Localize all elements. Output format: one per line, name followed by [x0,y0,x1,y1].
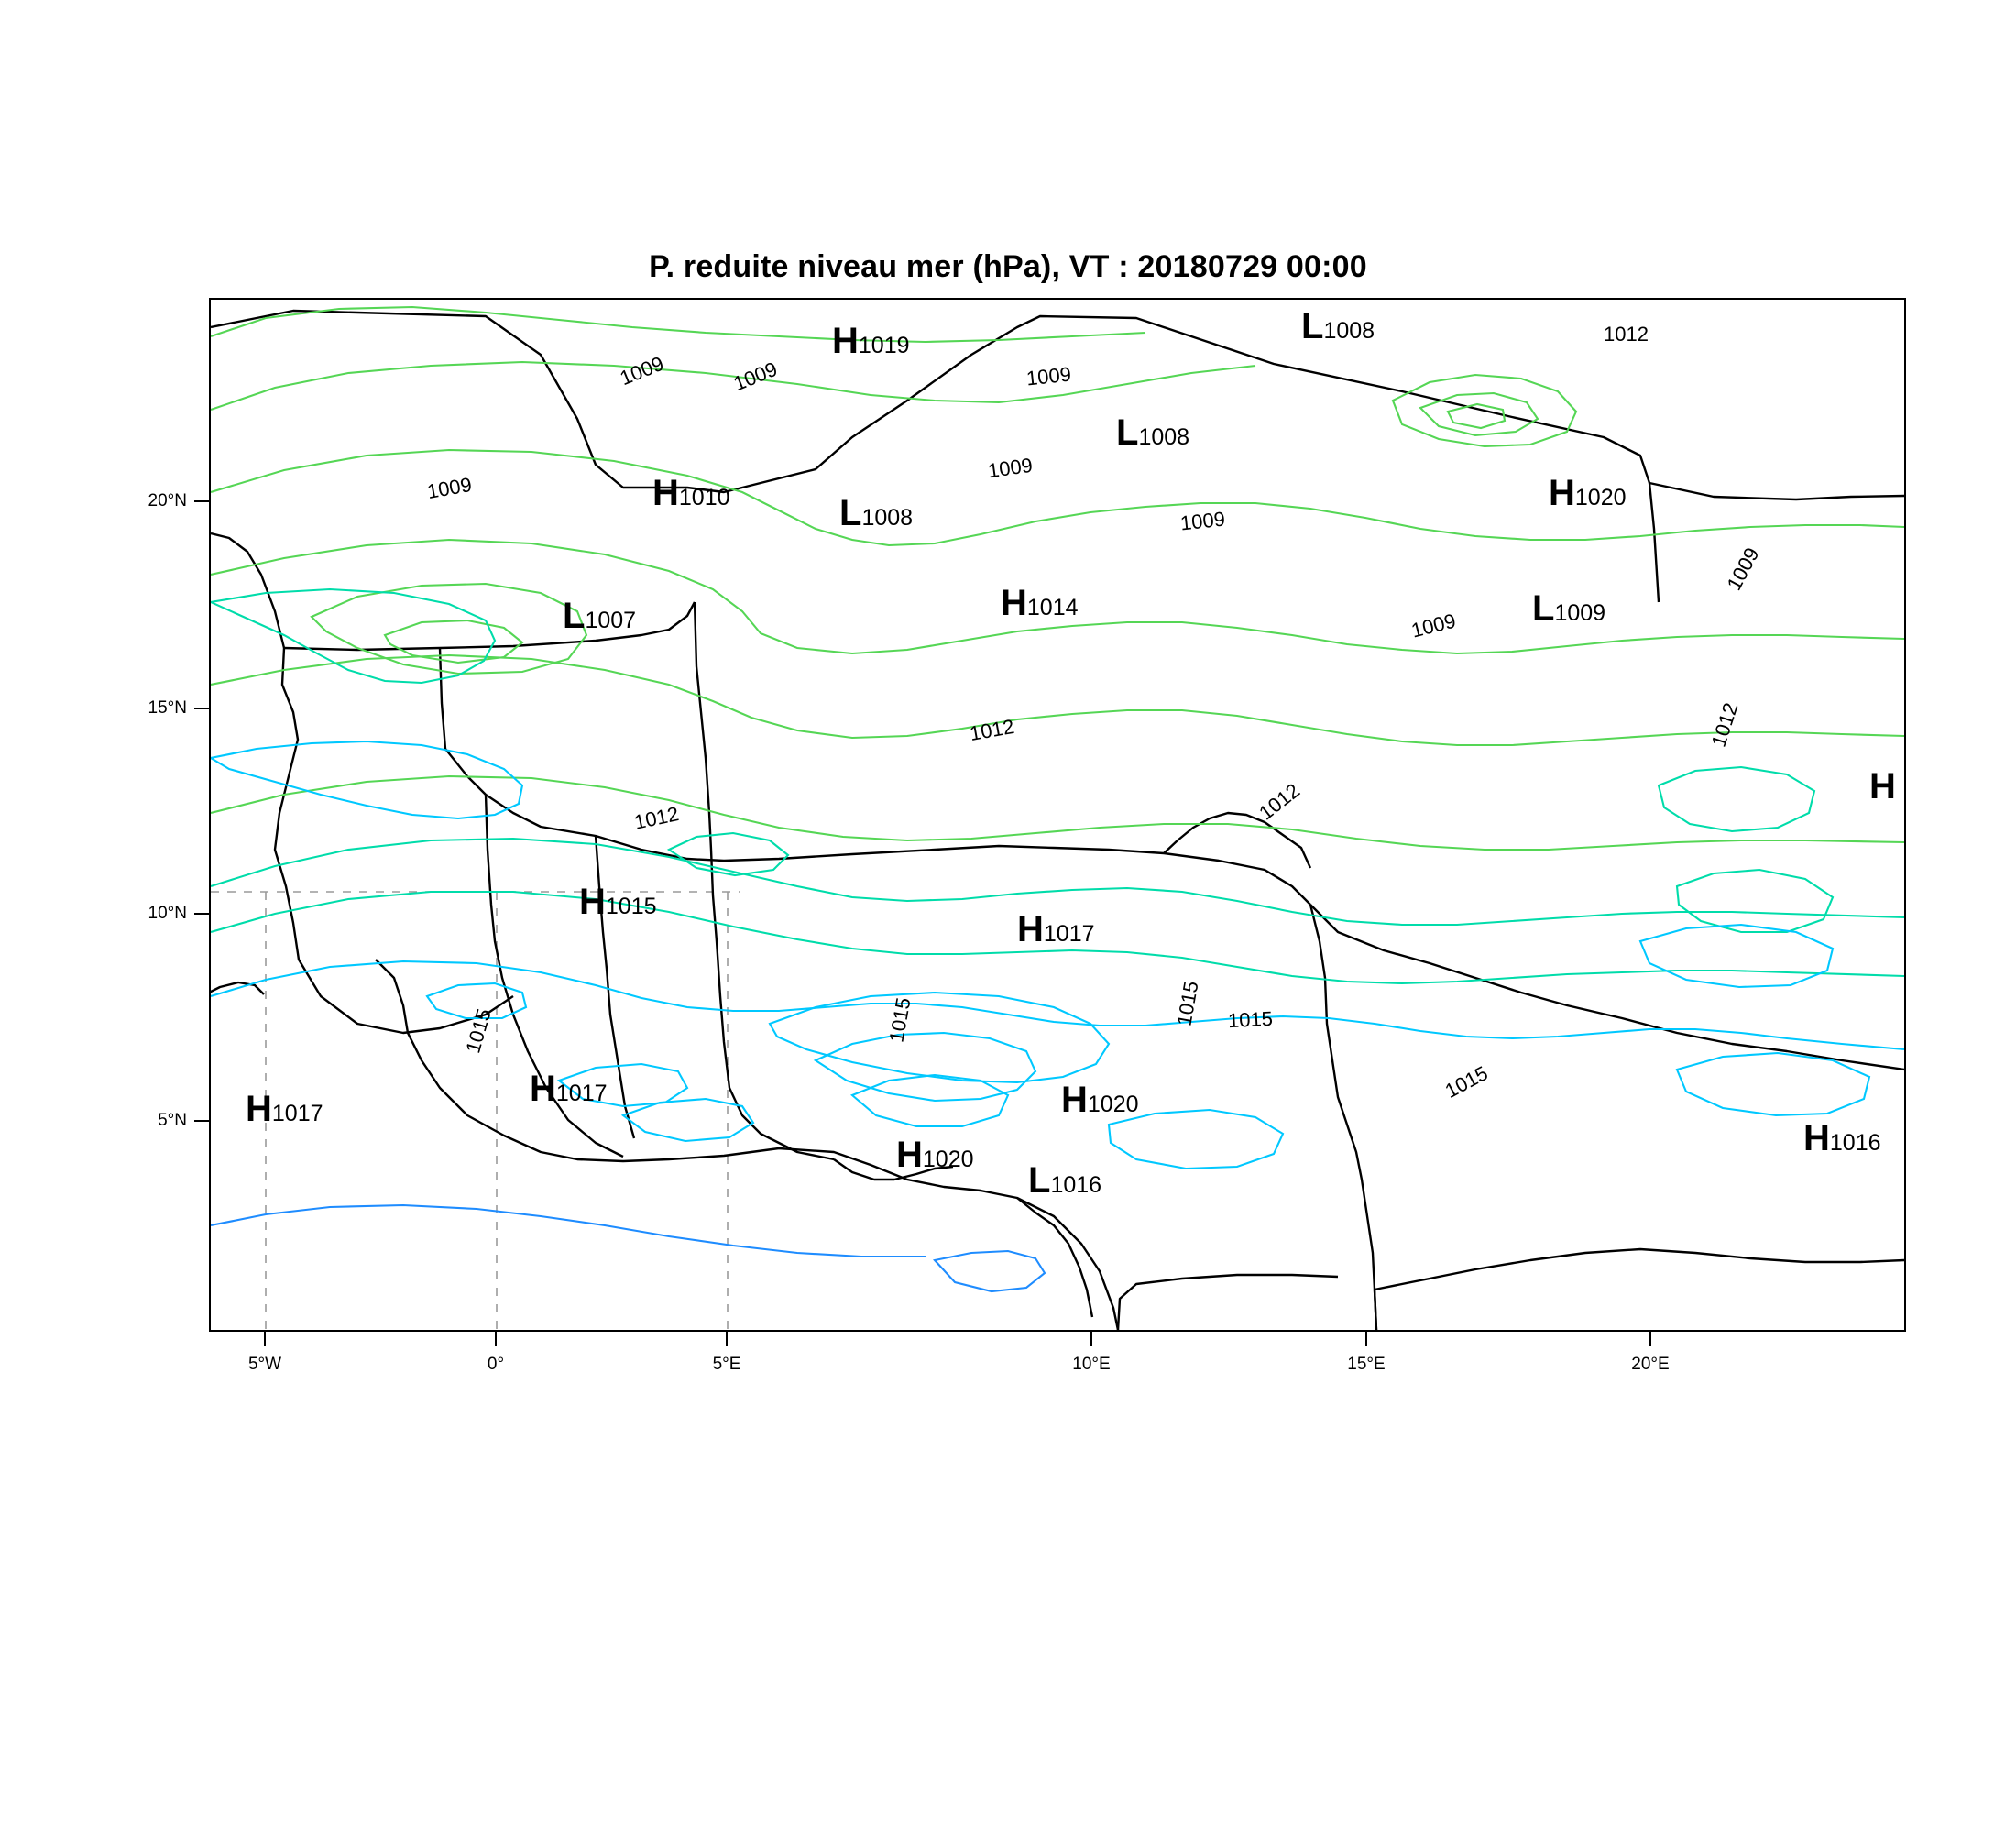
ytick-label-10n: 10°N [148,904,187,923]
contour-label: 1009 [729,357,781,396]
xtick-label-0: 0° [487,1355,505,1374]
high-value: 1016 [1829,1130,1881,1156]
ytick-label-20n: 20°N [148,491,187,510]
pressure-center-low [1532,590,1605,627]
xtick-10e [1090,1332,1092,1346]
xtick-label-5e: 5°E [712,1355,741,1374]
chart-title: P. reduite niveau mer (hPa), VT : 20180729 00:00 [649,249,1367,284]
contour-lines-low [211,307,1904,850]
xtick-15e [1365,1332,1367,1346]
pressure-center-low [1028,1162,1101,1199]
high-value: 1020 [1087,1092,1139,1117]
contour-label: 1012 [631,802,681,834]
high-symbol: H [579,882,606,922]
high-symbol: H [832,321,859,361]
ytick-15n [194,708,209,709]
pressure-center-high [530,1070,608,1107]
high-symbol: H [246,1089,272,1129]
contour-label: 1009 [425,472,474,504]
high-symbol: H [1001,583,1027,623]
contour-label: 1015 [1227,1006,1274,1033]
ytick-5n [194,1120,209,1122]
xtick-0 [495,1332,497,1346]
contour-label: 1012 [1604,323,1649,346]
contour-label: 1012 [1255,778,1305,825]
contour-label: 1009 [616,351,667,390]
low-value: 1007 [585,608,637,633]
ytick-10n [194,913,209,915]
high-value: 1015 [605,894,657,919]
xtick-5w [264,1332,266,1346]
high-symbol: H [1061,1080,1088,1120]
pressure-center-high [1017,911,1095,948]
xtick-label-20e: 20°E [1631,1355,1670,1374]
ytick-20n [194,500,209,502]
pressure-center-high [579,884,657,920]
xtick-5e [726,1332,728,1346]
contour-label: 1009 [986,453,1035,483]
xtick-label-10e: 10°E [1072,1355,1111,1374]
xtick-label-15e: 15°E [1347,1355,1386,1374]
high-symbol: H [530,1069,556,1109]
pressure-center-high [1803,1120,1881,1157]
high-symbol: H [1803,1118,1830,1158]
ytick-label-15n: 15°N [148,698,187,718]
pressure-center-low [1301,308,1375,345]
low-value: 1016 [1050,1172,1102,1198]
contour-lines-high [211,741,1904,1169]
high-value: 1020 [922,1147,974,1172]
pressure-center-low [563,598,636,634]
pressure-center-high [1001,585,1079,621]
pressure-center-high [1869,768,1896,805]
contour-lines-highest [211,1205,1045,1291]
low-value: 1008 [861,505,914,531]
high-symbol: H [1017,909,1044,949]
low-value: 1009 [1554,600,1606,626]
pressure-center-low [1116,414,1189,451]
high-symbol: H [896,1135,923,1175]
high-value: 1020 [1574,485,1627,510]
contour-label: 1015 [1172,979,1203,1028]
low-symbol: L [1028,1160,1051,1201]
low-symbol: L [563,596,586,636]
high-value: 1017 [555,1081,608,1106]
pressure-center-low [839,495,913,532]
high-value: 1017 [1043,921,1095,947]
contour-label: 1015 [884,995,915,1045]
contour-label: 1009 [1722,543,1764,595]
contour-label: 1009 [1408,609,1459,642]
contour-label: 1012 [968,714,1016,746]
contour-label: 1015 [461,1005,496,1056]
xtick-label-5w: 5°W [247,1355,282,1374]
ytick-label-5n: 5°N [158,1111,187,1130]
xtick-20e [1649,1332,1651,1346]
pressure-center-high [1061,1081,1139,1118]
pressure-center-high [896,1136,974,1173]
high-symbol: H [1549,473,1575,513]
high-value: 1017 [271,1101,323,1126]
high-symbol: H [1869,766,1896,807]
pressure-center-high [246,1091,323,1127]
low-symbol: L [1116,412,1139,453]
contour-label: 1015 [1441,1061,1492,1103]
high-symbol: H [652,473,679,513]
pressure-center-high [832,323,910,359]
high-value: 1019 [858,333,910,358]
contour-label: 1009 [1024,362,1073,390]
low-symbol: L [1301,306,1324,346]
low-symbol: L [839,493,862,533]
contour-label: 1012 [1706,699,1743,750]
pressure-center-high [1549,475,1627,511]
low-value: 1008 [1138,424,1190,450]
high-value: 1010 [678,485,730,510]
low-symbol: L [1532,588,1555,629]
pressure-center-high [652,475,730,511]
contour-label: 1009 [1178,507,1227,535]
low-value: 1008 [1323,318,1375,344]
high-value: 1014 [1026,595,1079,620]
